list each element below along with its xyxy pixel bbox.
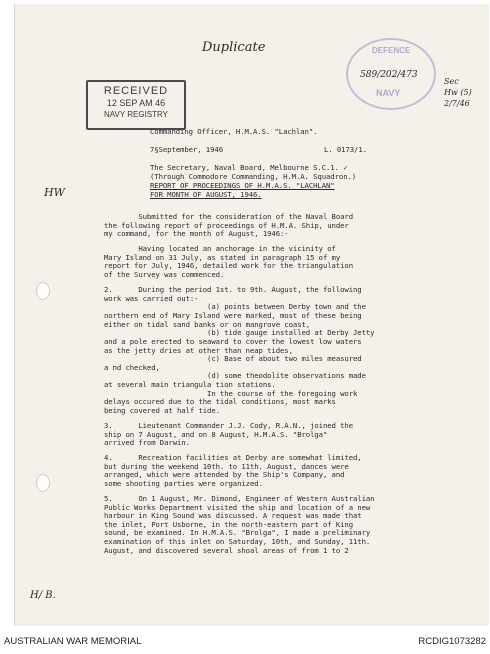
- body-line: (c) Base of about two miles measured: [104, 354, 362, 364]
- letter-ref: L. 0173/1.: [324, 145, 367, 154]
- letter-via: (Through Commodore Commanding, H.M.A. Squadron.): [150, 172, 357, 181]
- file-number: 589/202/473: [360, 70, 418, 80]
- margin-note-right: Sec Hw (5) 2/7/46: [444, 77, 472, 108]
- body-line: but during the weekend 10th. to 11th. August, dances were: [104, 461, 349, 471]
- defence-stamp-top: DEFENCE: [372, 46, 411, 55]
- letter-date: 7§September, 1946: [150, 145, 223, 154]
- body-line: In the course of the foregoing work: [104, 388, 358, 398]
- footer-right: RCDIG1073282: [418, 636, 486, 647]
- letter-from: Commanding Officer, H.M.A.S. "Lachlan".: [150, 127, 318, 136]
- defence-stamp-bottom: NAVY: [376, 88, 401, 98]
- punch-hole-bottom: [36, 474, 50, 492]
- body-line: Having located an anchorage in the vicinity of: [104, 244, 336, 254]
- body-line: 3. Lieutenant Commander J.J. Cody, R.A.N., joined the: [104, 420, 354, 430]
- body-line: Submitted for the consideration of the Naval Board: [104, 212, 354, 221]
- body-line: (d) some theodolite observations made: [104, 371, 366, 381]
- received-stamp-line3: NAVY REGISTRY: [103, 110, 169, 119]
- body-line: at several main triangula tion stations.: [104, 380, 276, 390]
- footer-bar: [0, 632, 490, 654]
- body-line: a nd checked,: [104, 362, 160, 372]
- body-line: of the Survey was commenced.: [104, 270, 225, 280]
- body-line: 5. On 1 August, Mr. Dimond, Engineer of Western Australian: [104, 493, 375, 503]
- body-line: and a pole erected to seaward to cover the lowest low waters: [104, 336, 362, 346]
- body-line: the following report of proceedings of H.M.A. Ship, under: [104, 220, 349, 230]
- body-line: ship on 7 August, and on 8 August, H.M.A.S. "Brolga": [104, 429, 328, 439]
- punch-hole-top: [36, 282, 50, 300]
- body-line: August, and discovered several shoal areas of from 1 to 2: [104, 545, 349, 555]
- body-line: 4. Recreation facilities at Derby are somewhat limited,: [104, 453, 362, 463]
- body-line: delays occured due to the tidal conditions, most marks: [104, 397, 336, 407]
- duplicate-heading: Duplicate: [202, 40, 266, 55]
- body-line: Mary Island on 31 July, as stated in paragraph 15 of my: [104, 252, 341, 262]
- letter-subject-1: REPORT OF PROCEEDINGS OF H.M.A.S. "LACHLAN": [150, 181, 335, 190]
- letter-to: The Secretary, Naval Board, Melbourne S.C.1. ✓: [150, 163, 348, 172]
- body-line: 2. During the period 1st. to 9th. August, the following: [104, 284, 362, 294]
- body-line: being covered at half tide.: [104, 406, 220, 416]
- body-line: report for July, 1946, detailed work for the triangulation: [104, 261, 354, 271]
- body-line: examination of this inlet on Saturday, 10th, and Sunday, 11th.: [104, 537, 371, 547]
- body-line: as the jetty dries at other than neap tides,: [104, 345, 293, 355]
- body-line: arrived from Darwin.: [104, 438, 190, 448]
- body-line: arranged, which were attended by the Ship's Company, and: [104, 470, 345, 480]
- body-line: either on tidal sand banks or on mangrove coast,: [104, 319, 311, 329]
- body-line: the inlet, Port Usborne, in the north-eastern part of King: [104, 519, 354, 529]
- body-line: Public Works Department visited the ship and location of a new: [104, 502, 371, 512]
- body-line: work was carried out:-: [104, 293, 199, 303]
- footer-left: AUSTRALIAN WAR MEMORIAL: [4, 636, 142, 647]
- body-line: some shooting parties were organized.: [104, 479, 263, 488]
- received-stamp-line2: 12 SEP AM 46: [106, 98, 166, 108]
- body-line: my command, for the month of August, 1946:-: [104, 229, 289, 239]
- received-stamp-line1: RECEIVED: [103, 85, 169, 97]
- body-line: (b) tide gauge installed at Derby Jetty: [104, 328, 375, 338]
- received-stamp: [86, 80, 186, 130]
- margin-initials-left: HW: [44, 186, 65, 199]
- body-line: northern end of Mary Island were marked, most of these being: [104, 310, 362, 320]
- bottom-initials: H/ B.: [30, 590, 56, 601]
- body-line: (a) points between Derby town and the: [104, 302, 366, 312]
- body-line: sound, be examined. In H.M.A.S. "Brolga", I made a preliminary: [104, 528, 371, 538]
- body-line: harbour in King Sound was discussed. A request was made that: [104, 511, 362, 521]
- letter-subject-2: FOR MONTH OF AUGUST, 1946.: [150, 190, 262, 199]
